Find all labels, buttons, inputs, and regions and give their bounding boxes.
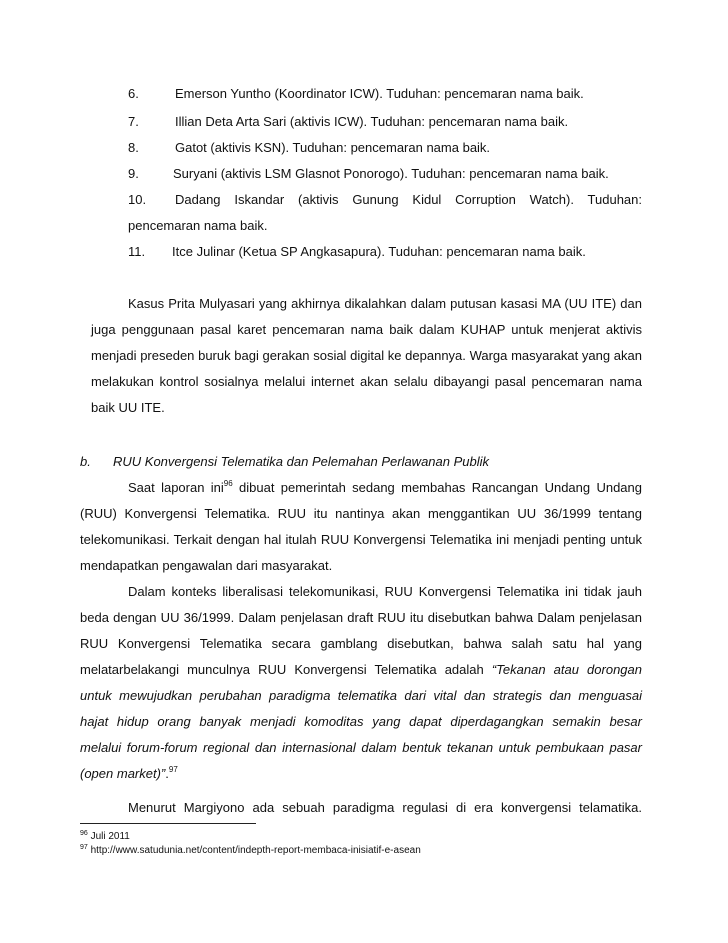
- paragraph-line: beda dengan UU 36/1999. Dalam penjelasan draft RUU itu disebutkan bahwa Dalam penjelasan: [80, 610, 642, 625]
- text-run: Saat laporan ini: [128, 480, 224, 495]
- paragraph-line: [128, 480, 642, 496]
- paragraph-line: juga penggunaan pasal karet pencemaran nama baik dalam KUHAP untuk menjerat aktivis: [91, 322, 642, 337]
- quote-line: untuk mewujudkan perubahan paradigma telematika dari vital dan strategis dan menguasai: [80, 688, 642, 703]
- paragraph-line: Dalam konteks liberalisasi telekomunikasi, RUU Konvergensi Telematika ini tidak jauh: [128, 584, 642, 599]
- footnote-ref[interactable]: 96: [223, 479, 233, 488]
- paragraph-line: menjadi preseden buruk bagi gerakan sosial digital ke depannya. Warga masyarakat yang akan: [91, 348, 642, 363]
- list-number: 9.: [128, 166, 139, 181]
- paragraph-line: (RUU) Konvergensi Telematika. RUU itu nantinya akan menggantikan UU 36/1999 tentang: [80, 506, 642, 521]
- list-item: Illian Deta Arta Sari (aktivis ICW). Tuduhan: pencemaran nama baik.: [175, 114, 569, 129]
- quote-run: “Tekanan atau dorongan: [491, 662, 642, 677]
- list-item-continuation: pencemaran nama baik.: [128, 218, 268, 233]
- text-run: .: [165, 766, 169, 781]
- list-item: Dadang Iskandar (aktivis Gunung Kidul Corruption Watch). Tuduhan:: [175, 192, 642, 207]
- list-number: 6.: [128, 86, 139, 101]
- list-item: Itce Julinar (Ketua SP Angkasapura). Tuduhan: pencemaran nama baik.: [172, 244, 586, 259]
- quote-line: hajat hidup orang banyak menjadi komoditas yang dapat diperdagangkan semakin besar: [80, 714, 642, 729]
- paragraph-line: mendapatkan pengawalan dari masyarakat.: [80, 558, 333, 573]
- quote-line: melalui forum-forum regional dan internasional dalam bentuk tekanan untuk pembukaan pasar: [80, 740, 642, 755]
- footnote-divider: [80, 823, 256, 824]
- footnote-text: Juli 2011: [87, 831, 130, 842]
- footnote-number: 97: [80, 844, 88, 851]
- paragraph-line: melakukan kontrol sosialnya melalui internet akan selalu dibayangi pasal pencemaran nama: [91, 374, 642, 389]
- text-run: melatarbelakangi munculnya RUU Konvergensi Telematika adalah: [80, 662, 492, 677]
- section-label: b.: [80, 454, 91, 469]
- quote-run: (open market)”: [80, 766, 166, 781]
- list-item: Suryani (aktivis LSM Glasnot Ponorogo). Tuduhan: pencemaran nama baik.: [173, 166, 609, 181]
- paragraph-line: Kasus Prita Mulyasari yang akhirnya dikalahkan dalam putusan kasasi MA (UU ITE) dan: [128, 296, 642, 311]
- text-run: dibuat pemerintah sedang membahas Rancangan Undang Undang: [232, 480, 642, 495]
- paragraph-line: telekomunikasi. Terkait dengan hal itulah RUU Konvergensi Telematika ini menjadi penting untuk: [80, 532, 642, 547]
- list-item: Emerson Yuntho (Koordinator ICW). Tuduhan: pencemaran nama baik.: [175, 86, 584, 101]
- paragraph-line: RUU Konvergensi Telematika secara gamblang disebutkan, bahwa salah satu hal yang: [80, 636, 642, 651]
- footnote: [80, 845, 421, 857]
- paragraph-line: Menurut Margiyono ada sebuah paradigma regulasi di era konvergensi telamatika.: [128, 800, 642, 815]
- paragraph-line: baik UU ITE.: [91, 400, 165, 415]
- list-number: 11.: [128, 244, 146, 259]
- list-number: 10.: [128, 192, 147, 207]
- section-title: RUU Konvergensi Telematika dan Pelemahan Perlawanan Publik: [113, 454, 490, 469]
- list-item: Gatot (aktivis KSN). Tuduhan: pencemaran nama baik.: [175, 140, 491, 155]
- footnote-number: 96: [80, 830, 88, 837]
- list-number: 8.: [128, 140, 139, 155]
- paragraph-line: [80, 662, 642, 678]
- paragraph-line: [80, 766, 178, 782]
- footnote-ref[interactable]: 97: [168, 765, 178, 774]
- list-number: 7.: [128, 114, 139, 129]
- footnote: [80, 831, 130, 843]
- footnote-link[interactable]: http://www.satudunia.net/content/indepth-report-membaca-inisiatif-e-asean: [87, 845, 421, 856]
